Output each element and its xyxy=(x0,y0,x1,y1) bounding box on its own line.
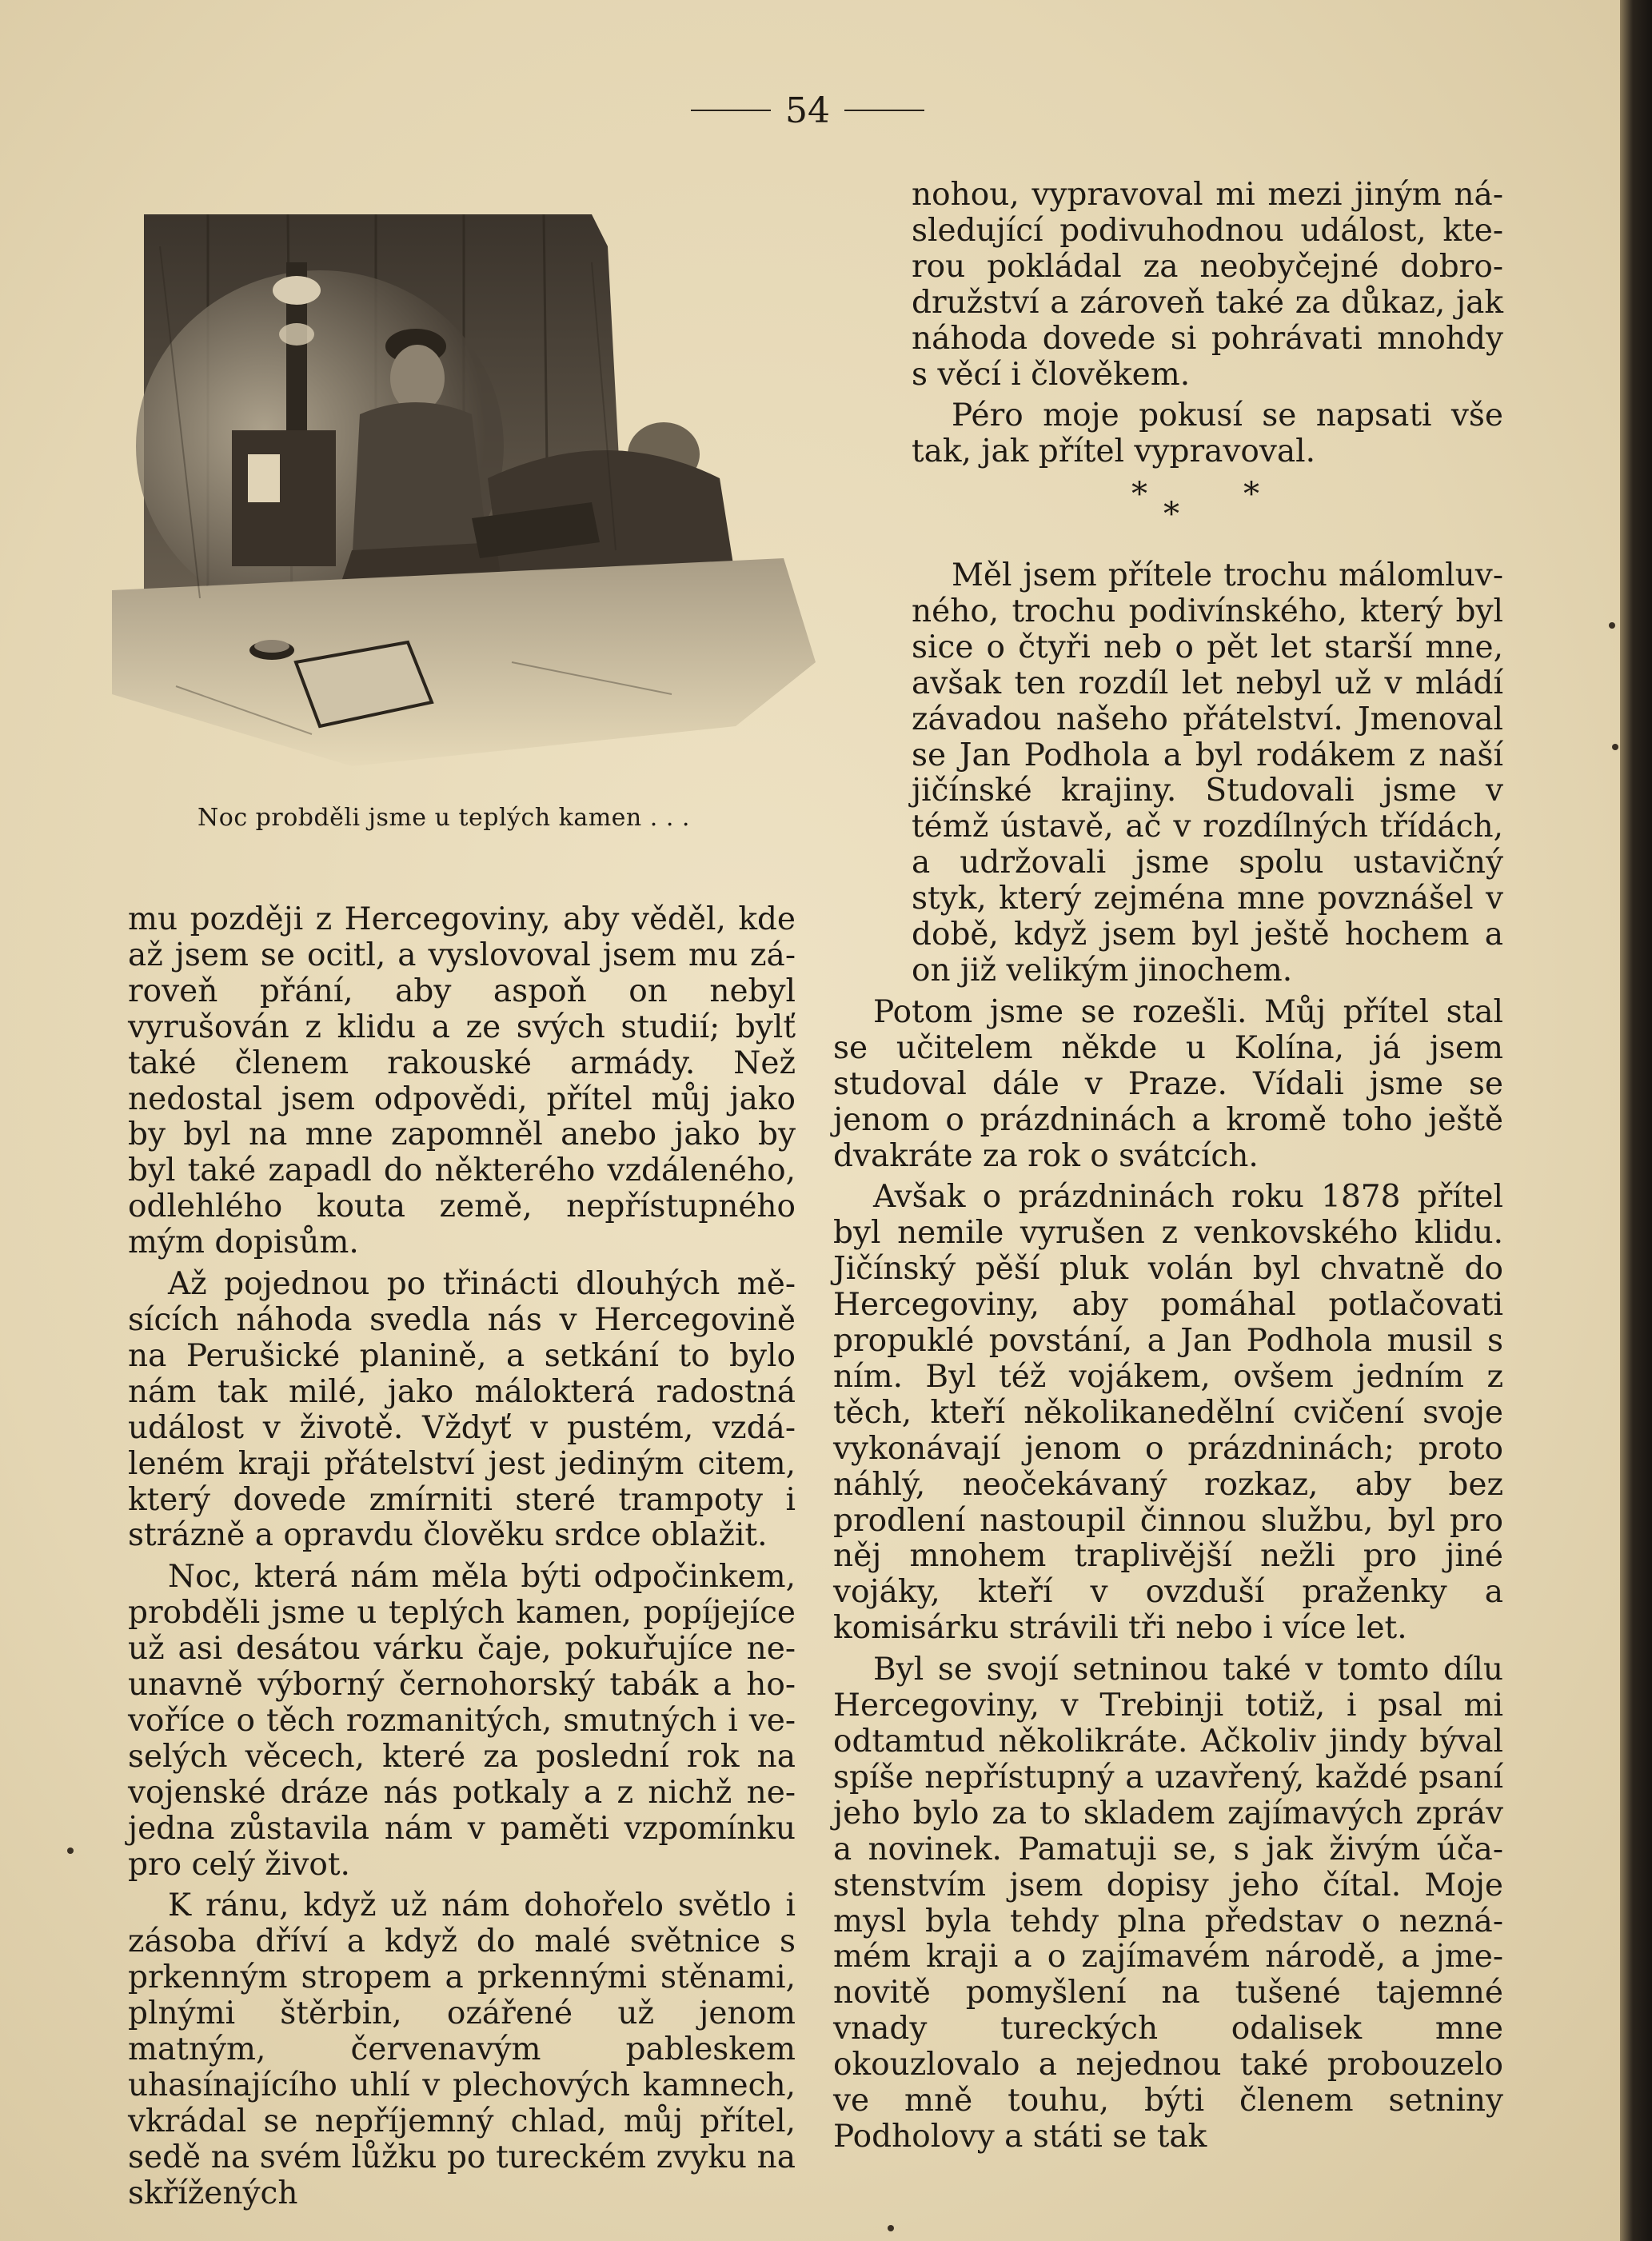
margin-speck xyxy=(888,2225,894,2231)
paragraph: Až pojednou po třinácti dlouhých měsících náhoda svedla nás v Hercegovině na Perušické planině, a setkání to bylo nám tak milé, jako málokterá radostná událost v životě. Vždyť v pustém, vzdáleném kraji přátelství jest jediným citem, který dovede zmírniti steré trampoty i strázně a opravdu člověku srdce oblažit. xyxy=(128,1266,796,1554)
paragraph: K ránu, když už nám dohořelo světlo i zásoba dříví a když do malé světnice s prkenným stropem a prkennými stěnami, plnými štěrbin, ozářené už jenom matným, červenavým pableskem uhasínajícího uhlí v plechových kamnech, vkrádal se nepříjemný chlad, můj přítel, sedě na svém lůžku po tureckém zvyku na skřížených xyxy=(128,1887,796,2211)
margin-speck xyxy=(67,1848,74,1854)
margin-speck xyxy=(1609,622,1615,629)
paragraph: mu později z Hercegoviny, aby věděl, kde až jsem se ocitl, a vyslovoval jsem mu zároveň přání, aby aspoň on nebyl vyrušován z klidu a ze svých studií; bylť také členem rakouské armády. Než nedostal jsem odpovědi, přítel můj jako by byl na mne zapomněl anebo jako by byl také zapadl do některého vzdáleného, odlehlého kouta země, nepřístupného mým dopisům. xyxy=(128,901,796,1261)
page-number-text: 54 xyxy=(785,90,830,131)
left-column xyxy=(128,902,796,2218)
illustration-two-soldiers-by-stove-icon xyxy=(112,214,816,766)
margin-speck xyxy=(1612,744,1618,750)
paragraph: Péro moje pokusí se napsati vše tak, jak přítel vypravoval. xyxy=(912,397,1503,470)
separator-star-3: * xyxy=(1243,476,1259,513)
page-number xyxy=(688,86,928,134)
paragraph: Byl se svojí setninou také v tomto dílu Hercegoviny, v Trebinji totiž, i psal mi odtamtud několikráte. Ačkoliv jindy býval spíše nepřístupný a uzavřený, každé psaní jeho bylo za to skladem zajímavých zpráv a novinek. Pamatuji se, s jak živým účastenstvím jsem dopisy jeho čítal. Moje mysl byla tehdy plna představ o neznámém kraji a o zajímavém národě, a jmenovitě pomyšlení na tušené tajemné vnady tureckých odalisek mne okouzlovalo a nejednou také probouzelo ve mně touhu, býti členem setniny Podholovy a státi se tak xyxy=(833,1652,1503,2155)
page-number-rule-right xyxy=(844,110,924,111)
paragraph: Noc, která nám měla býti odpočinkem, probděli jsme u teplých kamen, popíjejíce už asi desátou várku čaje, pokuřujíce neunavně výborný černohorský tabák a hovoříce o těch rozmanitých, smutných i veselých věcech, které za poslední rok na vojenské dráze nás potkaly a z nichž nejedna zůstavila nám v paměti vzpomínku pro celý život. xyxy=(128,1559,796,1883)
separator-star-2: * xyxy=(1163,496,1179,533)
paragraph: Měl jsem přítele trochu málomluvného, trochu podivínského, který byl sice o čtyři neb o pět let starší mne, avšak ten rozdíl let nebyl už v mládí závadou našeho přátelství. Jmenoval se Jan Podhola a byl rodákem z naší jičínské krajiny. Studovali jsme v témž ústavě, ač v rozdílných třídách, a udržovali jsme spolu ustavičný styk, který zejména mne povznášel v době, když jsem byl ještě hochem a on již velikým jinochem. xyxy=(912,557,1503,989)
paragraph: nohou, vypravoval mi mezi jiným následující podivuhodnou událost, kterou pokládal za neobyčejné dobrodružství a zároveň také za důkaz, jak náhoda dovede si pohrávati mnohdy s věcí i člověkem. xyxy=(912,177,1503,393)
illustration xyxy=(112,214,816,766)
section-separator xyxy=(1115,476,1275,540)
paragraph: Avšak o prázdninách roku 1878 přítel byl nemile vyrušen z venkovského klidu. Jičínský pěší pluk volán byl chvatně do Hercegoviny, aby pomáhal potlačovati propuklé povstání, a Jan Podhola musil s ním. Byl též vojákem, ovšem jedním z těch, kteří několikanedělní cvičení svoje vykonávají jenom o prázdninách; proto náhlý, neočekávaný rozkaz, aby bez prodlení nastoupil činnou službu, byl pro něj mnohem traplivější nežli pro jiné vojáky, kteří v ovzduší praženky a komisárku strávili tři nebo i více let. xyxy=(833,1179,1503,1647)
separator-star-1: * xyxy=(1131,476,1147,513)
right-column-main xyxy=(833,558,1503,2161)
right-column-top xyxy=(912,178,1503,476)
illustration-caption: Noc probděli jsme u teplých kamen . . . xyxy=(198,804,690,832)
book-spine xyxy=(1620,0,1652,2241)
paragraph: Potom jsme se rozešli. Můj přítel stal se učitelem někde u Kolína, já jsem studoval dále v Praze. Vídali jsme se jenom o prázdninách a kromě toho ještě dvakráte za rok o svátcích. xyxy=(833,993,1503,1174)
page-number-rule-left xyxy=(691,110,771,111)
